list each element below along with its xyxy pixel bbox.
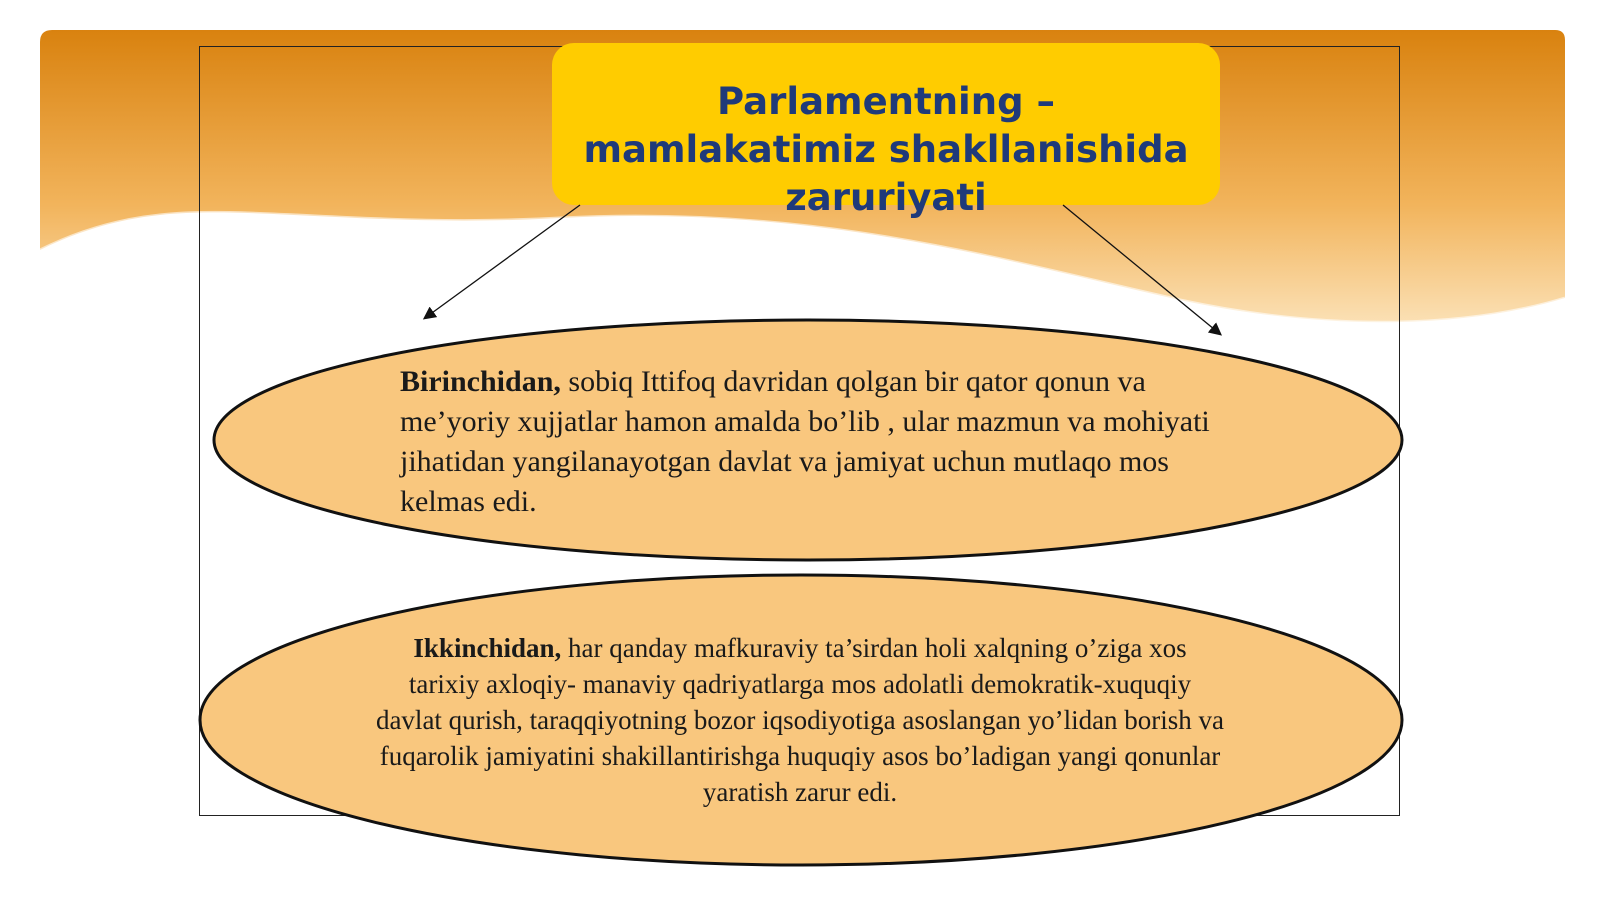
arrow-left: [425, 205, 580, 318]
ellipse-first-body: sobiq Ittifoq davridan qolgan bir qator qonun va me’yoriy xujjatlar hamon amalda bo’lib , ular mazmun va mohiyati jihatidan yangilanayotgan davlat va jamiyat uchun mutlaqo mos kelmas edi.: [400, 365, 1210, 518]
title-line-3: zaruriyati: [785, 176, 987, 219]
ellipse-second-lead: Ikkinchidan,: [413, 633, 562, 663]
arrow-right: [1063, 205, 1220, 334]
ellipse-first-lead: Birinchidan,: [400, 365, 561, 398]
ellipse-second-body: har qanday mafkuraviy ta’sirdan holi xalqning o’ziga xos tarixiy axloqiy- manaviy qadriyatlarga mos adolatli demokratik-xuquqiy davlat qurish, taraqqiyotning bozor iqsodiyotiga asoslangan yo’lidan borish va fuqarolik jamiyatini shakillantirishga huquqiy asos bo’ladigan yangi qonunlar yaratish zarur edi.: [375, 633, 1225, 807]
title-line-1: Parlamentning –: [717, 80, 1055, 123]
ellipse-first-text: [400, 362, 1220, 522]
title-line-2: mamlakatimiz shakllanishida: [583, 128, 1189, 171]
ellipse-second-text: [375, 630, 1225, 810]
